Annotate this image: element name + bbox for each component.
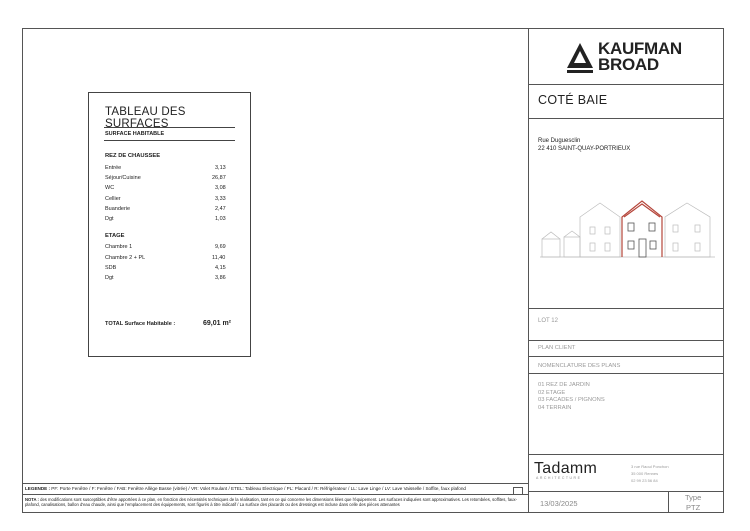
divider [528,84,724,85]
table-row: Buanderie 2,47 [105,206,226,212]
lot-number: LOT 12 [538,318,558,324]
total-value: 69,01 m² [203,320,232,327]
architect-address: 3 rue Raoul Ponchon 35 000 Rennes 02 99 23 56 84 [631,464,669,483]
table-row: Séjour/Cuisine 26,87 [105,175,226,181]
table-row: Chambre 1 9,69 [105,244,226,250]
table-row: Dgt 1,03 [105,216,226,222]
architect-subtitle: ARCHITECTURE [536,476,582,480]
plan-type: PLAN CLIENT [538,345,576,351]
table-row: Chambre 2 + PL 11,40 [105,255,226,261]
surfaces-subheader: SURFACE HABITABLE [105,131,165,137]
nomenclature-list [538,382,605,412]
divider [528,118,724,119]
project-address: Rue Duguesclin 22 410 SAINT-QUAY-PORTRIEUX [538,138,631,152]
surfaces-title: TABLEAU DES SURFACES [105,106,186,130]
divider [104,127,235,128]
divider [528,454,724,455]
divider [528,356,724,357]
table-row: WC 3,08 [105,185,226,191]
plan-date: 13/03/2025 [540,499,578,508]
architect-logo: Tadamm [534,460,598,477]
kaufman-logo-icon [566,42,594,74]
surfaces-table [88,92,251,357]
plan-type-box: Type PTZ [685,493,702,512]
divider [22,483,528,484]
total-label: TOTAL Surface Habitable : [105,321,176,327]
divider [668,491,669,513]
note-text: NOTA : des modifications sont susceptibles d'être apportées à ce plan, en fonction des nécessités techniques de la réalisation, tant en ce qui concerne les dimensions liées que l'équipement. Les surfaces indiquées sont approximatives. Les retombées, soffites, faux-plafond, canalisations, ballon d'eau chaude, ainsi que l'emplacement des équipements, sont figurés à titre indicatif / La surface des placards ou des dressings est incluse dans celle des pièces attenantes [25,497,517,507]
project-name: COTÉ BAIE [538,93,608,107]
total-row [105,320,232,327]
table-row: SDB 4,15 [105,265,226,271]
divider [104,140,235,141]
divider [528,308,724,309]
rez-label: REZ DE CHAUSSEE [105,153,161,159]
divider [528,491,724,492]
legend-text: LEGENDE : PF: Porte Fenêtre / F: Fenêtre / FAB: Fenêtre Allège Basse (vitrée) / VR: Volet Roulant / ETEL: Tableau Electrique / PL: Placard / R: Réfrigérateur / LL: Lave Linge / LV: Lave Vaisselle / Soffite, faux plafond [25,486,466,491]
list-item: 03 FACADES / PIGNONS [538,397,605,403]
table-row: Entrée 3,13 [105,165,226,171]
house-elevation-illustration [540,195,715,265]
list-item: 04 TERRAIN [538,404,572,411]
table-row: Cellier 3,33 [105,196,226,202]
list-item: 01 REZ DE JARDIN [538,382,590,388]
legend-checkbox [513,487,523,495]
list-item: 02 ETAGE [538,389,566,396]
divider [22,512,528,513]
divider [528,340,724,341]
nomenclature-title: NOMENCLATURE DES PLANS [538,363,621,369]
table-row: Dgt 3,86 [105,275,226,281]
divider [22,494,528,495]
divider [528,373,724,374]
etage-label: ETAGE [105,233,125,239]
brand-logo-text: KAUFMAN BROAD [598,39,682,74]
